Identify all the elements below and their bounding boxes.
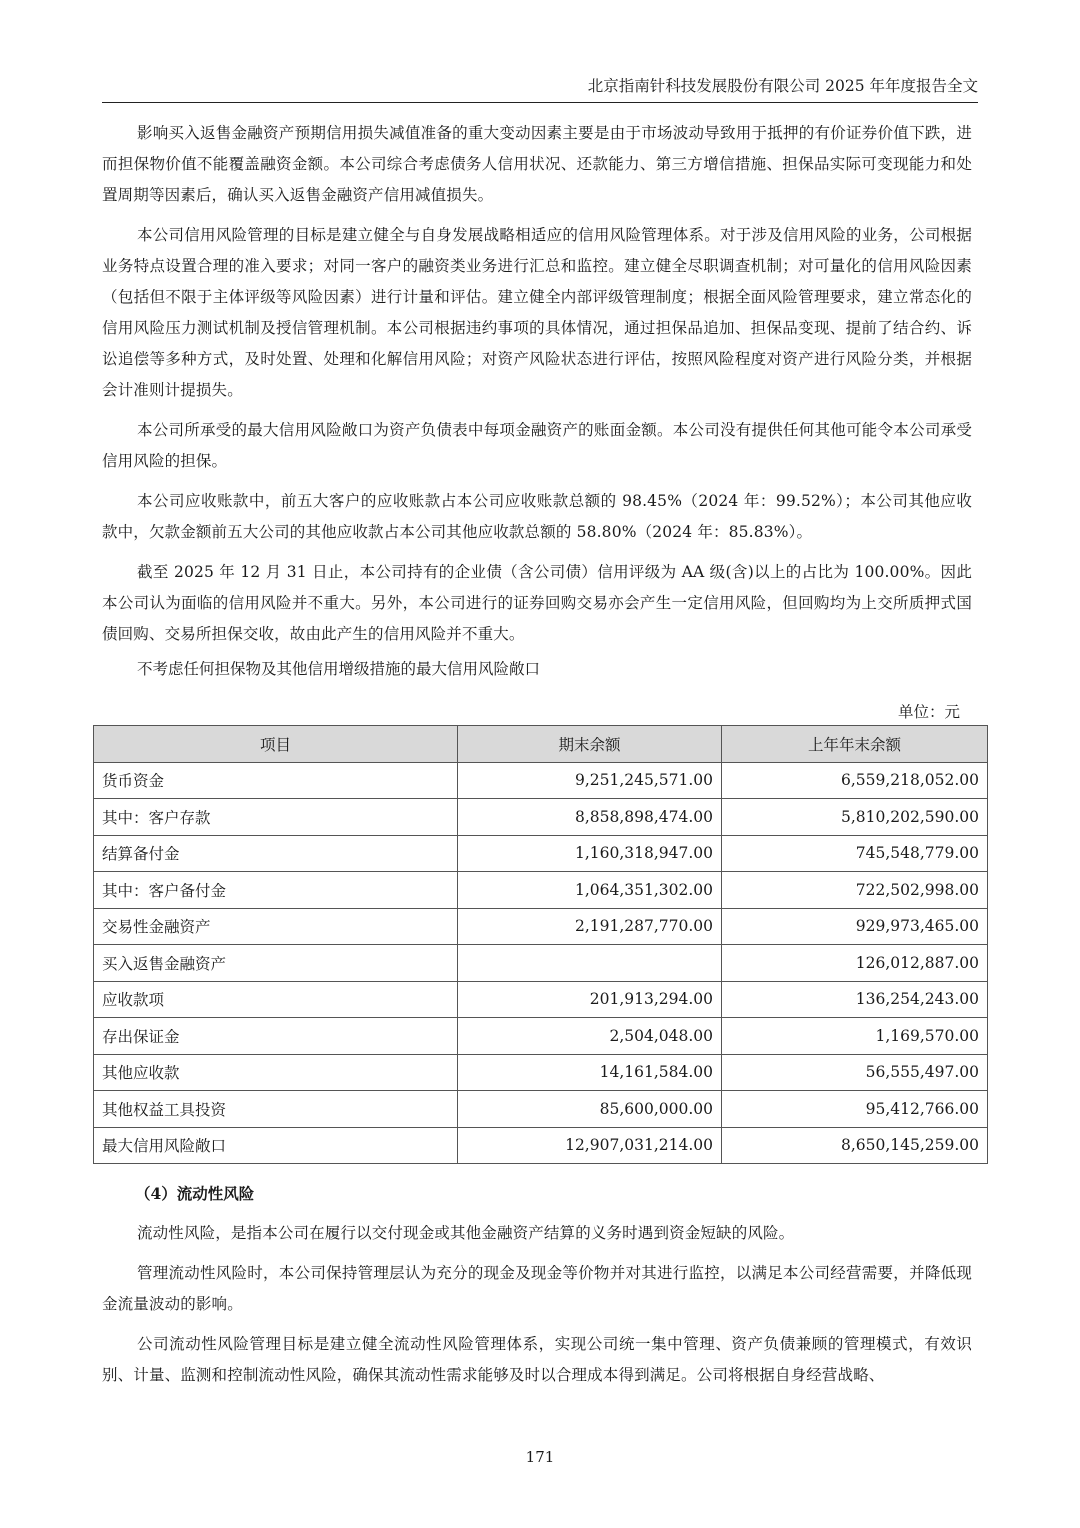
table-row: [94, 762, 988, 799]
table-unit: 单位：元: [897, 703, 960, 721]
credit-exposure-table: [93, 725, 988, 1164]
table-row: [94, 799, 988, 836]
row-item: 货币资金: [94, 762, 458, 799]
row-item: 其中：客户存款: [94, 799, 458, 836]
row-item: 其他权益工具投资: [94, 1091, 458, 1128]
row-prev-balance: 56,555,497.00: [722, 1054, 988, 1091]
report-header-title: 北京指南针科技发展股份有限公司 2025 年年度报告全文: [587, 77, 978, 95]
column-header-prev-balance: 上年年末余额: [722, 726, 988, 763]
paragraph: 本公司所承受的最大信用风险敞口为资产负债表中每项金融资产的账面金额。本公司没有提供任何其他可能令本公司承受信用风险的担保。: [102, 421, 972, 470]
row-end-balance: 14,161,584.00: [458, 1054, 722, 1091]
row-item: 交易性金融资产: [94, 908, 458, 945]
column-header-end-balance: 期末余额: [458, 726, 722, 763]
table-row: [94, 1018, 988, 1055]
table-row: [94, 1091, 988, 1128]
paragraph: 影响买入返售金融资产预期信用损失减值准备的重大变动因素主要是由于市场波动导致用于抵押的有价证券价值下跌，进而担保物价值不能覆盖融资金额。本公司综合考虑债务人信用状况、还款能力、第三方增信措施、担保品实际可变现能力和处置周期等因素后，确认买入返售金融资产信用减值损失。: [102, 124, 972, 204]
row-prev-balance: 1,169,570.00: [722, 1018, 988, 1055]
row-end-balance: 2,504,048.00: [458, 1018, 722, 1055]
row-prev-balance: 136,254,243.00: [722, 981, 988, 1018]
row-end-balance: 85,600,000.00: [458, 1091, 722, 1128]
credit-risk-text: [102, 118, 972, 659]
column-header-item: 项目: [94, 726, 458, 763]
table-caption: 不考虑任何担保物及其他信用增级措施的最大信用风险敞口: [137, 660, 541, 678]
row-item: 存出保证金: [94, 1018, 458, 1055]
row-item: 其他应收款: [94, 1054, 458, 1091]
table-row: [94, 908, 988, 945]
row-item: 最大信用风险敞口: [94, 1127, 458, 1164]
report-header: [102, 76, 978, 103]
page-number: 171: [525, 1448, 555, 1466]
table-row: [94, 1054, 988, 1091]
paragraph: 本公司信用风险管理的目标是建立健全与自身发展战略相适应的信用风险管理体系。对于涉及信用风险的业务，公司根据业务特点设置合理的准入要求；对同一客户的融资类业务进行汇总和监控。建立健全尽职调查机制；对可量化的信用风险因素（包括但不限于主体评级等风险因素）进行计量和评估。建立健全内部评级管理制度；根据全面风险管理要求，建立常态化的信用风险压力测试机制及授信管理机制。本公司根据违约事项的具体情况，通过担保品追加、担保品变现、提前了结合约、诉讼追偿等多种方式，及时处置、处理和化解信用风险；对资产风险状态进行评估，按照风险程度对资产进行风险分类，并根据会计准则计提损失。: [102, 226, 972, 399]
paragraph: 流动性风险，是指本公司在履行以交付现金或其他金融资产结算的义务时遇到资金短缺的风险。: [137, 1224, 795, 1242]
table-header-row: [94, 726, 988, 763]
paragraph: 公司流动性风险管理目标是建立健全流动性风险管理体系，实现公司统一集中管理、资产负债兼顾的管理模式，有效识别、计量、监测和控制流动性风险，确保其流动性需求能够及时以合理成本得到满足。公司将根据自身经营战略、: [102, 1335, 972, 1384]
row-end-balance: 12,907,031,214.00: [458, 1127, 722, 1164]
table-row: [94, 981, 988, 1018]
row-end-balance: 2,191,287,770.00: [458, 908, 722, 945]
section-title-liquidity-risk: （4）流动性风险: [135, 1184, 255, 1203]
row-end-balance: 1,064,351,302.00: [458, 872, 722, 909]
row-end-balance: 201,913,294.00: [458, 981, 722, 1018]
row-end-balance: [458, 945, 722, 982]
row-prev-balance: 722,502,998.00: [722, 872, 988, 909]
row-item: 其中：客户备付金: [94, 872, 458, 909]
table-row-total: [94, 1127, 988, 1164]
row-item: 买入返售金融资产: [94, 945, 458, 982]
row-prev-balance: 5,810,202,590.00: [722, 799, 988, 836]
table-row: [94, 835, 988, 872]
row-item: 结算备付金: [94, 835, 458, 872]
row-prev-balance: 929,973,465.00: [722, 908, 988, 945]
row-prev-balance: 6,559,218,052.00: [722, 762, 988, 799]
row-prev-balance: 126,012,887.00: [722, 945, 988, 982]
paragraph: 截至 2025 年 12 月 31 日止，本公司持有的企业债（含公司债）信用评级为 AA 级(含)以上的占比为 100.00%。因此本公司认为面临的信用风险并不重大。另外，本公司进行的证券回购交易亦会产生一定信用风险，但回购均为上交所质押式国债回购、交易所担保交收，故由此产生的信用风险并不重大。: [102, 563, 972, 643]
table-row: [94, 872, 988, 909]
row-end-balance: 8,858,898,474.00: [458, 799, 722, 836]
row-prev-balance: 95,412,766.00: [722, 1091, 988, 1128]
table-row: [94, 945, 988, 982]
paragraph: 管理流动性风险时，本公司保持管理层认为充分的现金及现金等价物并对其进行监控，以满足本公司经营需要，并降低现金流量波动的影响。: [102, 1264, 972, 1313]
row-prev-balance: 745,548,779.00: [722, 835, 988, 872]
row-end-balance: 1,160,318,947.00: [458, 835, 722, 872]
row-end-balance: 9,251,245,571.00: [458, 762, 722, 799]
liquidity-risk-text: [102, 1218, 972, 1400]
row-item: 应收款项: [94, 981, 458, 1018]
paragraph: 本公司应收账款中，前五大客户的应收账款占本公司应收账款总额的 98.45%（2024 年：99.52%）；本公司其他应收款中，欠款金额前五大公司的其他应收款占本公司其他应收款总额的 58.80%（2024 年：85.83%）。: [102, 492, 972, 541]
row-prev-balance: 8,650,145,259.00: [722, 1127, 988, 1164]
